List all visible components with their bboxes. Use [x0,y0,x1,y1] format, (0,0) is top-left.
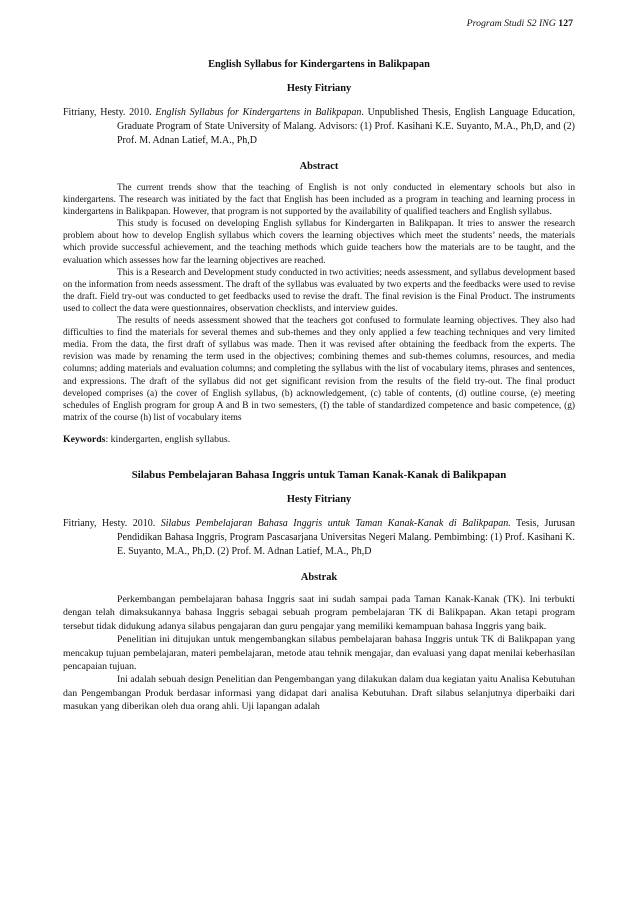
indonesian-citation [63,517,575,559]
indonesian-citation-title: Silabus Pembelajaran Bahasa Inggris untuk Taman Kanak-Kanak di Balikpapan. [160,517,511,529]
indonesian-author: Hesty Fitriany [286,493,352,505]
indonesian-abstract-paragraph-3: Ini adalah sebuah design Penelitian dan Pengembangan yang dilakukan dalam dua kegiatan yaitu Analisa Kebutuhan dan Pengembangan Produk berdasar informasi yang didapat dari analisa Kebutuhan. Draft silabus selanjutnya diperbaiki dari masukan yang diberikan oleh dua orang ahli. Uji lapangan adalah [63,674,575,713]
english-abstract-paragraph-1: The current trends show that the teaching of English is not only conducted in elementary schools but also in kindergartens. The research was initiated by the fact that English has been included as a program in teaching and learning process in kindergartens in Balikpapan. However, that program is not supported by the availability of qualified teachers and English syllabus. [63,183,575,218]
english-abstract-paragraph-3: This is a Research and Development study conducted in two activities; needs assessment, and syllabus development based on the information from needs assessment. The draft of the syllabus was evaluated by two experts and the feedbacks were used to revise the draft. Field try-out was conducted to get feedbacks used to revise the draft. The final revision is the Final Product. The instruments used to collect the data were questionnaires, observation checklists, and interview guides. [63,267,575,314]
keywords-text: : kindergarten, english syllabus. [105,433,231,445]
english-abstract-paragraph-2: This study is focused on developing English syllabus for Kindergarten in Balikpapan. It tries to answer the research problem about how to develop English syllabus which covers the learning objectives which meet the students’ needs, the materials which provide successful achievement, and the teaching methods which guide teachers how the materials are to be taught, and the evaluation which assesses how far the learning objectives are reached. [63,219,575,266]
keywords-label: Keywords [63,433,106,445]
running-head [63,18,575,29]
english-abstract-heading: Abstract [299,161,339,172]
journal-name: Program Studi S2 ING [466,18,556,29]
indonesian-abstract-paragraph-2: Penelitian ini ditujukan untuk mengembangkan silabus pembelajaran bahasa Inggris untuk TK di Balikpapan yang mencakup tujuan pembelajaran, materi pembelajaran, metode atau tehnik mengajar, dan evaluasi yang dapat menilai keberhasilan pencapaian tujuan. [63,634,575,672]
section-spacer [63,445,575,461]
indonesian-abstract-heading: Abstrak [300,571,338,583]
english-citation-rest: . Unpublished Thesis, English Language Education, Graduate Program of State University of Malang. Advisors: (1) Prof. Kasihani K.E. Suyanto, M.A., Ph,D, and (2) Prof. M. Adnan Latief, M.A., Ph,D [117,107,576,146]
english-author: Hesty Fitriany [286,83,352,94]
english-title: English Syllabus for Kindergartens in Balikpapan [208,59,430,70]
page-number: 127 [558,18,573,29]
english-keywords [63,434,575,445]
english-abstract-paragraph-4: The results of needs assessment showed that the teachers got confused to formulate learning objectives. They also had difficulties to find the materials for several themes and sub-themes and they only applied a few teaching techniques and very limited media. From the data, the first draft of syllabus was made. Then it was revised after obtaining the feedback from the experts. The revision was made by renaming the term used in the objectives; combining themes and sub-themes columns, resources, and media columns; adding materials and evaluation columns; and completing the syllabus with the list of vocabulary items, phrases and sentences, and expressions. The draft of the syllabus did not get significant revision from the results of the field try-out. The final product developed comprises (a) the cover of English syllabus, (b) acknowledgement, (c) table of contents, (d) outline course, (e) meeting schedules of English program for group A and B in two semesters, (f) the table of standardized competence and basic competence, (g) matrix of the course (h) list of vocabulary items [63,316,575,423]
indonesian-abstract-paragraph-1: Perkembangan pembelajaran bahasa Inggris saat ini sudah sampai pada Taman Kanak-Kanak (TK). Ini terbukti dengan telah dimaksukannya bahasa Inggris sebagai sebuah program pembelajaran TK di Balikpapan. Akan tetapi program tersebut tidak didukung adanya silabus pengajaran dan guru pengajar yang memiliki kemampuan bahasa Inggris yang baik. [63,593,575,632]
indonesian-citation-prefix: Fitriany, Hesty. 2010. [63,517,161,529]
english-citation-title: English Syllabus for Kindergartens in Balikpapan [155,107,362,118]
english-citation [63,106,575,148]
english-citation-prefix: Fitriany, Hesty. 2010. [63,107,156,118]
indonesian-title: Silabus Pembelajaran Bahasa Inggris untuk Taman Kanak-Kanak di Balikpapan [131,468,507,481]
indonesian-citation-rest: Tesis, Jurusan Pendidikan Bahasa Inggris, Program Pascasarjana Universitas Negeri Malang. Pembimbing: (1) Prof. Kasihani K. E. Suyanto, M.A., Ph,D. (2) Prof. M. Adnan Latief, M.A., Ph,D [117,517,575,557]
